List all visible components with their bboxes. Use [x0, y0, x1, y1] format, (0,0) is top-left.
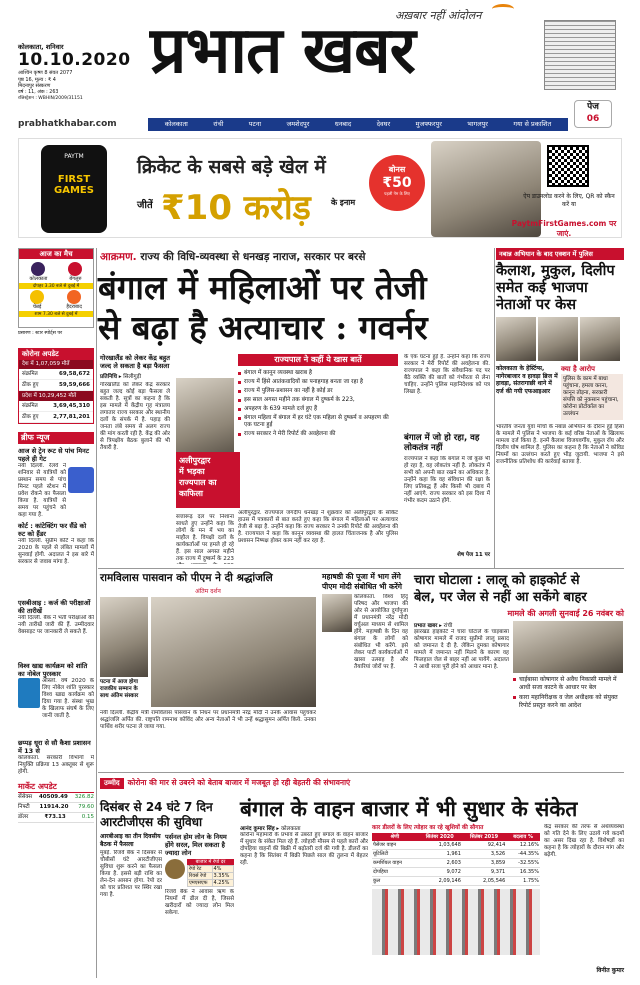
- edition-item: मुजफ्फरपुर: [415, 120, 442, 128]
- bullet-text: कारा महानिरीक्षक व जेल अधीक्षक को संयुक्त रिपोर्ट प्रस्तुत करने का आदेश: [519, 694, 618, 709]
- edition-item: गया से प्रकाशित: [513, 120, 552, 128]
- corona-label: प्रदेश में 10,29,452 मौतें: [22, 393, 77, 399]
- sales-header-cell: सितंबर 2020: [418, 833, 462, 841]
- quote-box: [176, 452, 240, 508]
- sales-cell: 1,961: [418, 850, 462, 859]
- match-title: आज का मैच: [19, 249, 93, 259]
- edition-item: कोलकाता: [164, 120, 188, 128]
- sales-table-title: कार डीलरों के लिए त्योहार का रहे खुशियों की सौगात: [372, 825, 484, 831]
- page-label: पेज: [587, 102, 599, 112]
- market-row: [18, 813, 94, 823]
- brief-head: कोर्ट : कांटेक्टिंग फर सैंडे को रुट को हैंडर: [18, 522, 87, 538]
- meta-line: मिदनापुर संस्करण: [18, 83, 51, 89]
- strap-label: उम्मीद: [100, 778, 124, 789]
- lead-body-2: [176, 514, 234, 564]
- bullet-item: [238, 370, 398, 377]
- strap-text: कोरोना की मार से उबरने को बेताब बाजार में मजबूत हो रही बेहतरी की संभावनाएं: [127, 778, 351, 787]
- auto-body: कोरोना महामारी के प्रभाव से उबरते हुए बंगाल के वाहन बाजार में सुधार के संकेत मिल रहे हैं. त्योहारी मौसम से पहले कारों और दोपहिया वाहनों की बिक्री में बढ़ोतरी दर्ज की गयी है. डीलरों का कहना है कि सितंबर में बिक्री पिछले साल की तुलना में बेहतर रही.: [240, 832, 368, 866]
- wfp-logo-icon: [18, 678, 40, 708]
- bullet-icon: [513, 678, 516, 681]
- brief-body: ओस्लो. वर्ष 2020 के लिए नोबेल शांति पुरस्कार विश्व खाद्य कार्यक्रम को दिया गया है. संस्था भूख के खिलाफ संघर्ष के लिए जानी जाती है.: [42, 678, 94, 719]
- lalu-headline-line: चारा घोटाला : लालू को हाइकोर्ट से: [414, 573, 580, 588]
- corona-row: [19, 369, 93, 380]
- bullet-icon: [238, 381, 241, 384]
- meta-line: पृष्ठ 16, मूल्य : ₹ 4: [18, 76, 56, 83]
- bullet-text: चाईबासा कोषागार से अवैध निकासी मामले में आधी सजा काटने के आधार पर बेल: [519, 676, 617, 691]
- bullet-text: राज्य में हिंसे आतंकवादियों का पनाहगाह बनता जा रहा है: [244, 379, 363, 385]
- sales-row: [372, 877, 540, 886]
- lead-body-text: राज्यपाल ने कहा कि बंगाल में जो कुछ भी हो रहा है, वह लोकतंत्र नहीं है. लोकतंत्र में सभी को अपनी बात रखने का अधिकार है. उन्होंने कहा कि वह संविधान की रक्षा के लिए प्रतिबद्ध हैं और किसी भी दबाव में नहीं आएंगे. राज्य सरकार को इस दिशा में गंभीर कदम उठाने होंगे.: [404, 456, 490, 504]
- divider: [494, 248, 495, 568]
- corona-row: [19, 391, 93, 401]
- corona-sub: देश में 1,07,059 मौतें: [19, 360, 93, 369]
- modi-photo: [322, 594, 352, 632]
- edition-strip: [148, 118, 568, 131]
- box-title: राज्यपाल ने कहीं ये खास बातें: [238, 354, 398, 366]
- sales-row: [372, 859, 540, 868]
- sun-logo-icon: [492, 4, 514, 14]
- headline-line: से बढ़ा है अत्याचार : गवर्नर: [98, 308, 428, 347]
- meta-line: रजिस्ट्रेशन : WBHIN/2009/31151: [18, 96, 83, 101]
- bullet-icon: [238, 408, 241, 411]
- rbi-logo-icon: [165, 859, 185, 879]
- sales-cell: कुल: [372, 877, 418, 886]
- brief-head: एसबीआइ : कर्ज की परीक्षाओं की तारीखें: [18, 599, 91, 615]
- auto-right-body: केंद्र सरकार की तरफ से अर्थव्यवस्था को गति देने के लिए उठाये गये कदमों का असर दिख रहा है. विशेषज्ञों का कहना है कि त्योहारों के दौरान मांग और बढ़ेगी.: [544, 824, 624, 858]
- place: कोलकाता: [280, 826, 301, 832]
- sales-cell: पैसेंजर वाहन: [372, 841, 418, 850]
- market-label: सेंसेक्स: [18, 794, 33, 800]
- ad-logo-line: GAMES: [54, 185, 94, 196]
- place: रांची: [443, 623, 453, 629]
- bullet-icon: [238, 417, 241, 420]
- ad-headline: क्रिकेट के सबसे बड़े खेल में: [137, 156, 326, 178]
- quote-line: में भड़का: [179, 467, 205, 476]
- sales-cell: 2,09,146: [418, 877, 462, 886]
- sales-cell: 3,859: [462, 859, 506, 868]
- divider: [98, 772, 624, 773]
- bullet-text: बंगाल में कानून व्यवस्था खराब है: [244, 370, 312, 376]
- corona-box: [18, 348, 94, 424]
- train-icon: [68, 467, 94, 493]
- edition-item: रांची: [213, 120, 224, 128]
- rtgs-body: मुंबई. रिजर्व बैंक ने दिसंबर से चौबीसों घंटे आरटीजीएस सुविधा शुरू करने का फैसला किया है. इससे बड़ी राशि का लेन-देन आसान होगा. रेपो दर को चार प्रतिशत पर स्थिर रखा गया है.: [100, 850, 162, 898]
- continued-note: शेष पेज 11 पर: [457, 552, 490, 558]
- meta-line: आश्विन कृष्ण 8 संवत 2077: [18, 70, 73, 76]
- sales-cell: 2,603: [418, 859, 462, 868]
- corona-label: ठीक हुए: [22, 414, 39, 420]
- ummeed-strap: [100, 776, 624, 790]
- paswan-caption: पटना में आज होगा राजकीय सम्मान के साथ अंतिम संस्कार: [100, 679, 139, 699]
- lalu-body: झारखंड हाइकोर्ट ने चारा घोटाले के चाइबासा कोषागार मामले में राजद सुप्रीमो लालू प्रसाद को जमानत दे दी है. लेकिन दुमका कोषागार मामले में जमानत नहीं मिलने के कारण वह फिलहाल जेल से बाहर नहीं आ पायेंगे. अदालत ने आधी सजा पूरी होने को आधार माना है.: [414, 629, 509, 670]
- byline: प्रभात खबर: [414, 623, 438, 629]
- sales-cell: दोपहिया: [372, 868, 418, 877]
- brief-body: नयी दिल्ली. रेलवे ने शनिवार से यात्रियों को प्रस्थान समय से पांच मिनट पहले स्टेशन में प्रवेश रोकने का फैसला किया है. यात्रियों से समय पर पहुंचने को कहा गया है.: [18, 463, 66, 518]
- brief-news-title: ब्रीफ न्यूज: [18, 432, 94, 444]
- sales-header-row: [372, 833, 540, 841]
- sales-header-cell: बदलाव %: [506, 833, 540, 841]
- sales-cell: -44.35%: [506, 850, 540, 859]
- paper-title: प्रभात खबर: [150, 13, 415, 88]
- match-time: दोपहर 3.30 बजे से दुबई में: [19, 283, 93, 289]
- right-story: [496, 248, 624, 568]
- ad-brand: PAYTM: [64, 153, 84, 160]
- brief-head: आज से ट्रेन रूट से पांच मिनट पहले ही गेट: [18, 447, 89, 463]
- quote-line: राज्यपाल का: [179, 478, 217, 487]
- team-name: हैदराबाद: [66, 304, 82, 310]
- market-value: 40509.49: [38, 794, 68, 800]
- corona-value: 3,69,45,310: [53, 403, 90, 409]
- ad-bonus-badge: [369, 155, 425, 211]
- quote-line: काफिला: [179, 489, 203, 498]
- team-logo-icon: [30, 290, 44, 304]
- bullet-text: अपहरण के 639 मामले दर्ज हुए हैं: [244, 406, 318, 412]
- lalu-headline-line: बेल, पर जेल से नहीं आ सकेंगे बाहर: [414, 590, 587, 605]
- paswan-story: [100, 572, 316, 745]
- mahalaya-story: [322, 572, 408, 734]
- bonus-amount: ₹50: [382, 175, 412, 191]
- corona-row: [19, 401, 93, 412]
- right-kicker: नबान्न अभियान के बाद एक्शन में पुलिस: [496, 248, 624, 260]
- leader-photo: [496, 317, 536, 361]
- bullet-icon: [513, 696, 516, 699]
- advertisement[interactable]: [18, 138, 622, 238]
- brief-body: नयी दिल्ली. सुप्रीम कोर्ट ने कहा कि 2020 के पहले से लंबित मामलों में सुनवाई होगी. अदालत ने इस बारे में सरकार से जवाब मांगा है.: [18, 538, 94, 565]
- market-row: [18, 803, 94, 813]
- sales-cell: 3,526: [462, 850, 506, 859]
- repo-cell: 4.25%: [212, 880, 234, 887]
- market-label: निफ्टी: [18, 804, 30, 810]
- corona-title: कोरोना अपडेट: [19, 349, 93, 360]
- team-name: चेन्नई: [32, 304, 42, 310]
- repo-row: [188, 866, 234, 873]
- corona-label: संक्रमित: [22, 371, 38, 377]
- loan-head: पर्सनल होम लोन के नियम होंगे सरल, मिल सकता है ज्यादा लोन: [165, 833, 227, 857]
- signature: विनीत कुमार: [596, 967, 624, 974]
- rtgs-sub: आरबीआइ का तीन दिवसीय बैठक में फैसला: [100, 833, 161, 848]
- brief-head: विश्व खाद्य कार्यक्रम को शांति का नोबेल पुरस्कार: [18, 662, 88, 678]
- lead-body: [238, 510, 398, 552]
- meta-line: वर्ष : 11, अंक : 263: [18, 89, 59, 95]
- edition-item: भागलपुर: [467, 120, 488, 128]
- lead-headline: [98, 268, 490, 348]
- ad-prize-post: के इनाम: [331, 198, 356, 207]
- corona-value: 69,58,672: [59, 371, 90, 377]
- rtgs-story: [100, 800, 234, 941]
- team-logo-icon: [31, 262, 45, 276]
- kicker-tag: आक्रमण.: [100, 251, 137, 263]
- ad-qr-text: ऐप डाउनलोड करने के लिए, QR को स्कैन करें या: [523, 193, 615, 208]
- sales-cell: यूटिलिटी: [372, 850, 418, 859]
- sales-cell: -32.55%: [506, 859, 540, 868]
- bullet-text: इस साल अगस्त महीने तक बंगाल में दुष्कर्म के 223,: [244, 397, 355, 403]
- divider: [98, 568, 624, 569]
- bullet-icon: [238, 372, 241, 375]
- repo-cell: एमएसएफ: [188, 880, 213, 887]
- team-logo-icon: [68, 262, 82, 276]
- bullet-icon: [238, 399, 241, 402]
- repo-row: [188, 880, 234, 887]
- bullet-item: [238, 406, 398, 413]
- qr-code-icon[interactable]: [547, 145, 589, 187]
- sales-row: [372, 868, 540, 877]
- right-headline: कैलाश, मुकुल, दिलीप समेत कई भाजपा नेताओं पर केस: [496, 263, 615, 313]
- bullet-item: [238, 415, 398, 429]
- corona-label: संक्रमित: [22, 403, 38, 409]
- edition-item: जमशेदपुर: [286, 120, 310, 128]
- match-credit: प्रसारण : स्टार स्पोर्ट्स पर: [18, 331, 63, 336]
- sales-cell: 92,414: [462, 841, 506, 850]
- ad-prize: ₹10 करोड़: [161, 188, 311, 228]
- edition-item: पटना: [248, 120, 262, 128]
- leader-photo: [580, 317, 620, 361]
- market-title: मार्केट अपडेट: [18, 781, 94, 793]
- bonus-note: पहली गेम के लिए: [384, 191, 410, 196]
- place: सिलीगुड़ी: [123, 374, 142, 380]
- bullet-item: [238, 431, 398, 438]
- accused-title: क्या है आरोप: [561, 365, 596, 373]
- paswan-label: अंतिम दर्शन: [195, 588, 221, 595]
- sales-header-cell: सितंबर 2019: [462, 833, 506, 841]
- edition-item: देवघर: [376, 120, 391, 128]
- market-label: डॉलर: [18, 814, 29, 820]
- repo-cell: 3.35%: [212, 873, 234, 880]
- market-change: 326.82: [74, 794, 94, 800]
- tagline: अख़बार नहीं आंदोलन: [395, 9, 482, 22]
- paswan-portrait: [100, 597, 148, 677]
- bullet-icon: [238, 390, 241, 393]
- market-change: 79.60: [78, 804, 94, 810]
- lead-body-text: के एक घटना हुई है. उन्होंने कहा कि राज्य सरकार ने मेरी रिपोर्ट की अवहेलना की. राज्यपाल ने कहा कि संवैधानिक पद पर बैठे व्यक्ति की बातों को गंभीरता से लेना चाहिए. उन्होंने पुलिस महानिदेशक को पत्र लिखा है.: [404, 354, 490, 395]
- lead-body-text: सत्तारूढ़ दल पर निशाना साधते हुए उन्होंने कहा कि लोगों के मन में भय का माहौल है. विपक्षी दलों के कार्यकर्ताओं पर हमले हो रहे हैं. इस साल अगस्त महीने तक राज्य में दुष्कर्म के 223: [176, 514, 234, 562]
- divider: [96, 248, 97, 978]
- sales-cell: 9,072: [418, 868, 462, 877]
- ad-prize-pre: जीतें: [137, 200, 153, 211]
- bullet-item: [513, 676, 623, 691]
- side-head: गोरखालैंड को लेकर केंद्र बहुत जल्द ले सकता है बड़ा फैसला: [100, 354, 170, 370]
- corona-row: [19, 412, 93, 423]
- corona-value: 59,59,666: [59, 382, 90, 388]
- repo-cell: रेपो रेट: [188, 866, 213, 873]
- edition-bar: [0, 118, 640, 132]
- team-logo-icon: [67, 290, 81, 304]
- bullet-text: बंगाल महिला में बंगाल में हर घंटे एक महिला से दुष्कर्म व अपहरण की एक घटना हुई: [244, 415, 389, 428]
- lalu-sub: मामले की अगली सुनवाई 26 नवंबर को: [507, 609, 624, 618]
- lead-kicker: [100, 250, 488, 264]
- tribute-photo: [151, 597, 316, 707]
- bullet-item: [513, 694, 623, 709]
- mahalaya-headline: महाषष्ठी की पूजा में भाग लेंगे पीएम मोदी संबोधित भी करेंगे: [322, 572, 403, 591]
- sales-cell: 9,371: [462, 868, 506, 877]
- sales-cell: कमर्शियल वाहन: [372, 859, 418, 868]
- market-row: [18, 793, 94, 803]
- byline: प्रतिनिधि: [100, 374, 117, 380]
- bullet-item: [238, 379, 398, 386]
- market-value: 11914.20: [39, 804, 69, 810]
- ad-url[interactable]: PaytmFirstGames.com पर जाएं.: [511, 219, 617, 238]
- city-day: कोलकाता, शनिवार: [18, 43, 64, 51]
- bullet-item: [238, 397, 398, 404]
- page-thumbnail: [544, 20, 616, 90]
- team-name: कोलकाता: [29, 276, 48, 282]
- governor-points-box: [238, 354, 398, 440]
- headline-line: बंगाल में महिलाओं पर तेजी: [98, 268, 427, 307]
- page-no: 06: [586, 114, 600, 124]
- repo-cell: रिवर्स रेपो: [188, 873, 213, 880]
- accused-text: पुलिस के काम में बाधा पहुंचाना, हमला करना, कानून तोड़ना, सरकारी संपत्ति को नुकसान पहुंचाना, कोरोना प्रोटोकॉल का उल्लंघन: [561, 374, 623, 420]
- issue-date: 10.10.2020: [18, 50, 131, 70]
- brief-body: नयी दिल्ली. बैंक ने भर्ती परीक्षाओं की नयी तारीखें जारी की हैं. उम्मीदवार वेबसाइट पर जानकारी ले सकते हैं.: [18, 615, 94, 635]
- market-change: 0.15: [81, 814, 94, 820]
- photo-caption: कोलकाता के हेस्टिंग्स, नागेरबाजार व हावड़ा ब्रिज में हावड़ा, संतरागाछी थाने में दर्ज की गयी एफआइआर: [496, 365, 558, 395]
- rtgs-headline: दिसंबर से 24 घंटे 7 दिन: [100, 800, 213, 814]
- edition-item: धनबाद: [334, 120, 352, 128]
- match-box: [18, 248, 94, 328]
- lead-body-text: अलीपुरद्वार. राज्यपाल जगदीप धनखड़ ने शुक्रवार को अलीपुरद्वार के सर्किट हाउस में पत्रकारों से बात करते हुए कहा कि बंगाल में महिलाओं पर अत्याचार तेजी से बढ़ा है. उन्होंने कहा कि राज्य सरकार ने उनकी रिपोर्ट की अवहेलना की है. राज्यपाल ने कहा कि कानून व्यवस्था की हालत चिंताजनक है और पुलिस प्रशासन निष्पक्ष होकर काम नहीं कर रहा है.: [238, 510, 398, 544]
- side-body: गोरखालैंड को लेकर केंद्र सरकार बहुत जल्द कोई बड़ा फैसला ले सकती है. सूत्रों का कहना है कि इस मामले में केंद्रीय गृह मंत्रालय लगातार राज्य सरकार और स्थानीय दलों के संपर्क में है. पहाड़ की जनता लंबे समय से अलग राज्य की मांग करती रही है. केंद्र की ओर से त्रिपक्षीय बैठक बुलाने की भी तैयारी है.: [100, 382, 170, 451]
- bullet-text: राज्य में पुलिस-प्रशासन का नहीं है कोई डर: [244, 388, 333, 394]
- ad-phone-logo: [41, 145, 107, 233]
- sub-head: बंगाल में जो हो रहा, वह लोकतंत्र नहीं: [404, 433, 480, 453]
- lalu-photo: [513, 621, 623, 673]
- byline: आनंद कुमार सिंह: [240, 826, 275, 832]
- auto-story: बंगाल के वाहन बाजार में भी सुधार के संकेत आनंद कुमार सिंह ▸ कोलकाता कोरोना महामारी के प्रभाव से उबरते हुए बंगाल के वाहन बाजार में सुधार के संकेत मिल रहे हैं. त्योहारी मौसम से पहले कारों और दोपहिया वाहनों की बिक्री में बढ़ोतरी दर्ज की गयी है. डीलरों का कहना है कि सितंबर में बिक्री पिछले साल की तुलना में बेहतर रही. कार डीलरों के लिए त्योहार का रहे खुशियों की सौगात श्रेणी सितंबर 2020 सितंबर 2019 बदलाव % पैसेंजर वाहन 1,03,648 92,414 12.16% यूटिलिटी 1,961 3,526 -44.35% कमर्शियल वाहन 2,603 3,859 -32.55% दोपहिया 9,072 9,371 16.35% कुल 2,09,146 2,05,546 1.75% केंद्र सरकार की तरफ से अर्थव्यवस्था को गति देने के लिए उठाये गये कदमों का असर दिख रहा है. विशेषज्ञों का कहना है कि त्योहारों के दौरान मांग और बढ़ेगी. विनीत कुमार: [240, 796, 624, 982]
- corona-label: ठीक हुए: [22, 382, 39, 388]
- market-value: ₹73.13: [44, 814, 66, 820]
- sales-header-cell: श्रेणी: [372, 833, 418, 841]
- repo-table-title: बाजार में रेपो दर: [187, 859, 234, 865]
- match-time: शाम 7.30 बजे से दुबई में: [19, 311, 93, 317]
- bonus-label: बोनस: [388, 165, 406, 174]
- bullet-text: राज्य सरकार ने मेरी रिपोर्ट की अवहेलना की: [244, 431, 336, 437]
- paswan-body: नयी दिल्ली. केंद्रीय मंत्री रामविलास पासवान के निधन पर प्रधानमंत्री नरेंद्र मोदी ने उनके आवास पहुंचकर श्रद्धांजलि अर्पित की. राष्ट्रपति रामनाथ कोविंद और अन्य नेताओं ने भी उन्हें श्रद्धासुमन अर्पित किये. उनका पार्थिव शरीर पटना ले जाया गया.: [100, 710, 316, 730]
- bullet-item: [238, 388, 398, 395]
- paswan-headline: रामविलास पासवान को पीएम ने दी श्रद्धांजलि: [100, 572, 273, 584]
- rtgs-headline: आरटीजीएस की सुविधा: [100, 815, 203, 829]
- sales-cell: 16.35%: [506, 868, 540, 877]
- corona-row: [19, 380, 93, 391]
- brief-body: कोलकाता. सरकारी विभागों में नियुक्ति प्रक्रिया 13 अक्तूबर से शुरू होगी.: [18, 755, 94, 775]
- lalu-story: चारा घोटाला : लालू को हाइकोर्ट से बेल, पर जेल से नहीं आ सकेंगे बाहर मामले की अगली सुनवाई 26 नवंबर को प्रभात खबर ▸ रांची झारखंड हाइकोर्ट ने चारा घोटाले के चाइबासा कोषागार मामले में राजद सुप्रीमो लालू प्रसाद को जमानत दे दी है. लेकिन दुमका कोषागार मामले में जमानत नहीं मिलने के कारण वह फिलहाल जेल से बाहर नहीं आ पायेंगे. अदालत ने आधी सजा पूरी होने को आधार माना है. चाईबासा कोषागार से अवैध निकासी मामले में आधी सजा काटने के आधार पर बेल कारा महानिरीक्षक व जेल अधीक्षक को संयुक्त रिपोर्ट प्रस्तुत करने का आदेश: [414, 572, 624, 739]
- right-body: भारतीय जनता युवा मोर्चा के नबान्न अभियान के दौरान हुई हिंसा के मामले में पुलिस ने भाजपा के कई वरिष्ठ नेताओं के खिलाफ मामला दर्ज किया है. इनमें कैलाश विजयवर्गीय, मुकुल रॉय और दिलीप घोष शामिल हैं. पुलिस का कहना है कि नेताओं ने कोविड नियमों का उल्लंघन करते हुए भीड़ जुटायी. भाजपा ने इसे राजनीतिक प्रतिशोध की कार्रवाई बताया है.: [496, 424, 624, 465]
- lead-col3: [404, 354, 490, 558]
- corona-value: 2,77,81,201: [53, 414, 90, 420]
- ad-logo-line: FIRST: [57, 174, 91, 185]
- repo-row: [188, 873, 234, 880]
- leader-photo: [538, 317, 578, 361]
- car-yard-photo: [372, 889, 540, 955]
- sales-row: [372, 841, 540, 850]
- kicker-rest: राज्य की विधि-व्यवस्था से धनखड़ नाराज, सरकार पर बरसे: [140, 251, 366, 263]
- auto-headline: बंगाल के वाहन बाजार में भी सुधार के संकेत: [240, 797, 578, 821]
- mahalaya-body: कोलकाता. विश्व हिंदू परिषद और भाजपा की ओर से आयोजित दुर्गापूजा में प्रधानमंत्री नरेंद्र मोदी वर्चुअल माध्यम से शामिल होंगे. महाषष्ठी के दिन वह बंगाल के लोगों को संबोधित भी करेंगे. इसे लेकर पार्टी कार्यकर्ताओं में खासा उत्साह है और तैयारियां जोरों पर हैं.: [354, 594, 408, 670]
- bullet-icon: [238, 433, 241, 436]
- repo-cell: 4%: [212, 866, 234, 873]
- sales-cell: 12.16%: [506, 841, 540, 850]
- sales-cell: 1,03,648: [418, 841, 462, 850]
- sales-cell: 2,05,546: [462, 877, 506, 886]
- sales-row: [372, 850, 540, 859]
- quote-line: अलीपुरद्वार: [179, 456, 211, 465]
- website-link[interactable]: prabhatkhabar.com: [18, 119, 117, 129]
- sales-cell: 1.75%: [506, 877, 540, 886]
- brief-head: छप्पड़ धूरा से सौ कैशा प्रशासन में 13 से: [18, 739, 91, 755]
- team-name: बेंगलुरु: [69, 276, 82, 282]
- gorkhaland-story: गोरखालैंड को लेकर केंद्र बहुत जल्द ले सकता है बड़ा फैसला प्रतिनिधि ▸ सिलीगुड़ी गोरखालैंड को लेकर केंद्र सरकार बहुत जल्द कोई बड़ा फैसला ले सकती है. सूत्रों का कहना है कि इस मामले में केंद्रीय गृह मंत्रालय लगातार राज्य सरकार और स्थानीय दलों के संपर्क में है. पहाड़ की जनता लंबे समय से अलग राज्य की मांग करती रही है. केंद्र की ओर से त्रिपक्षीय बैठक बुलाने की भी तैयारी है.: [100, 354, 170, 542]
- loan-body: रिजर्व बैंक ने आवास ऋण के नियमों में ढील दी है, जिससे खरीदारों को ज्यादा लोन मिल सकेगा.: [165, 889, 234, 916]
- left-column: [18, 248, 94, 978]
